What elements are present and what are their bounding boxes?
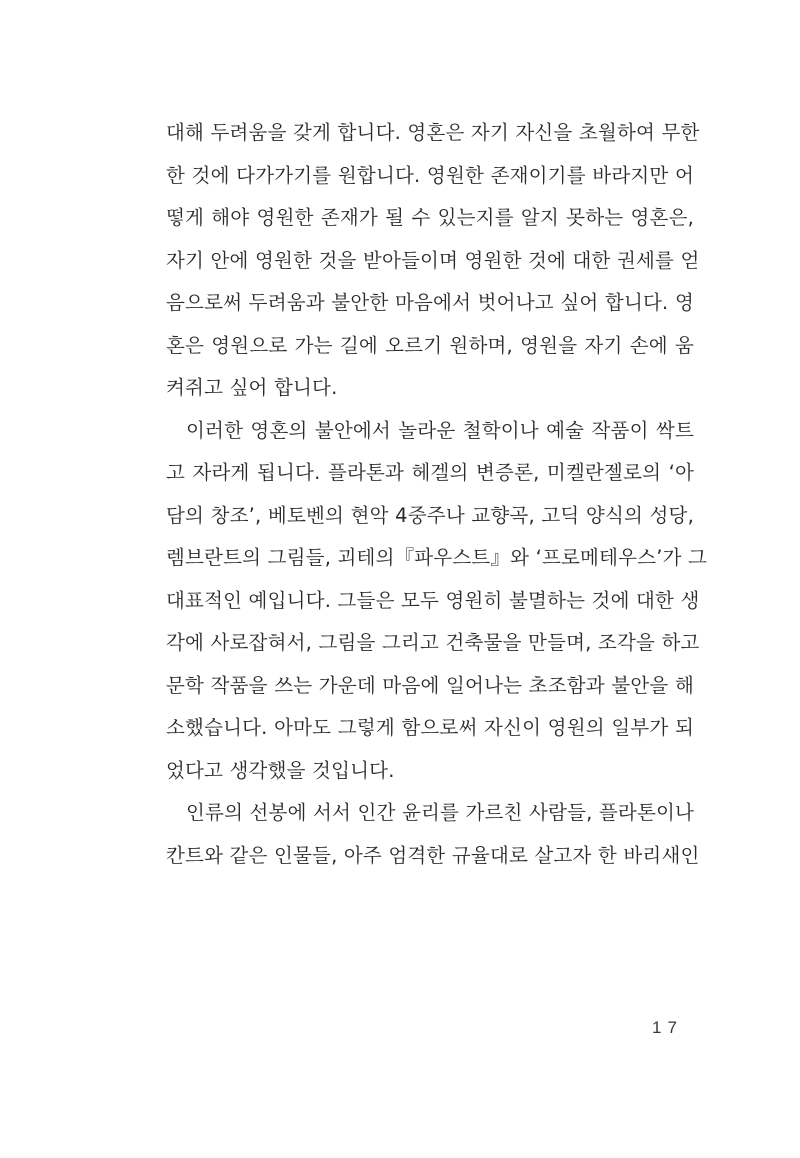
text-line: 이러한 영혼의 불안에서 놀라운 철학이나 예술 작품이 싹트	[186, 418, 694, 442]
text-line: 소했습니다. 아마도 그렇게 함으로써 자신이 영원의 일부가 되	[166, 716, 694, 739]
text-line: 자기 안에 영원한 것을 받아들이며 영원한 것에 대한 권세를 얻	[166, 248, 700, 272]
text-line: 렘브란트의 그림들, 괴테의『파우스트』와 ‘프로메테우스’가 그	[166, 546, 708, 569]
text-line: 음으로써 두려움과 불안한 마음에서 벗어나고 싶어 합니다. 영	[166, 291, 694, 314]
text-line: 인류의 선봉에 서서 인간 윤리를 가르친 사람들, 플라톤이나	[186, 801, 695, 824]
text-line: 켜쥐고 싶어 합니다.	[166, 376, 338, 399]
text-line: 떻게 해야 영원한 존재가 될 수 있는지를 알지 못하는 영혼은,	[166, 206, 694, 229]
page-number: 17	[652, 1018, 683, 1037]
text-line: 혼은 영원으로 가는 길에 오르기 원하며, 영원을 자기 손에 움	[166, 333, 694, 357]
body-text	[166, 112, 708, 877]
paragraph-1	[166, 112, 700, 410]
text-line: 대해 두려움을 갖게 합니다. 영혼은 자기 자신을 초월하여 무한	[166, 121, 700, 144]
text-line: 대표적인 예입니다. 그들은 모두 영원히 불멸하는 것에 대한 생	[166, 588, 700, 612]
text-line: 칸트와 같은 인물들, 아주 엄격한 규율대로 살고자 한 바리새인	[166, 843, 700, 867]
text-line: 한 것에 다가가기를 원합니다. 영원한 존재이기를 바라지만 어	[166, 163, 694, 187]
paragraph-3	[166, 792, 700, 877]
text-line: 담의 창조’, 베토벤의 현악 4중주나 교향곡, 고딕 양식의 성당,	[166, 503, 694, 527]
text-line: 고 자라게 됩니다. 플라톤과 헤겔의 변증론, 미켈란젤로의 ‘아	[166, 461, 694, 484]
text-line: 었다고 생각했을 것입니다.	[166, 758, 395, 782]
text-line: 각에 사로잡혀서, 그림을 그리고 건축물을 만들며, 조각을 하고	[166, 631, 700, 654]
text-line: 문학 작품을 쓰는 가운데 마음에 일어나는 초조함과 불안을 해	[166, 673, 694, 697]
paragraph-2	[166, 410, 708, 793]
